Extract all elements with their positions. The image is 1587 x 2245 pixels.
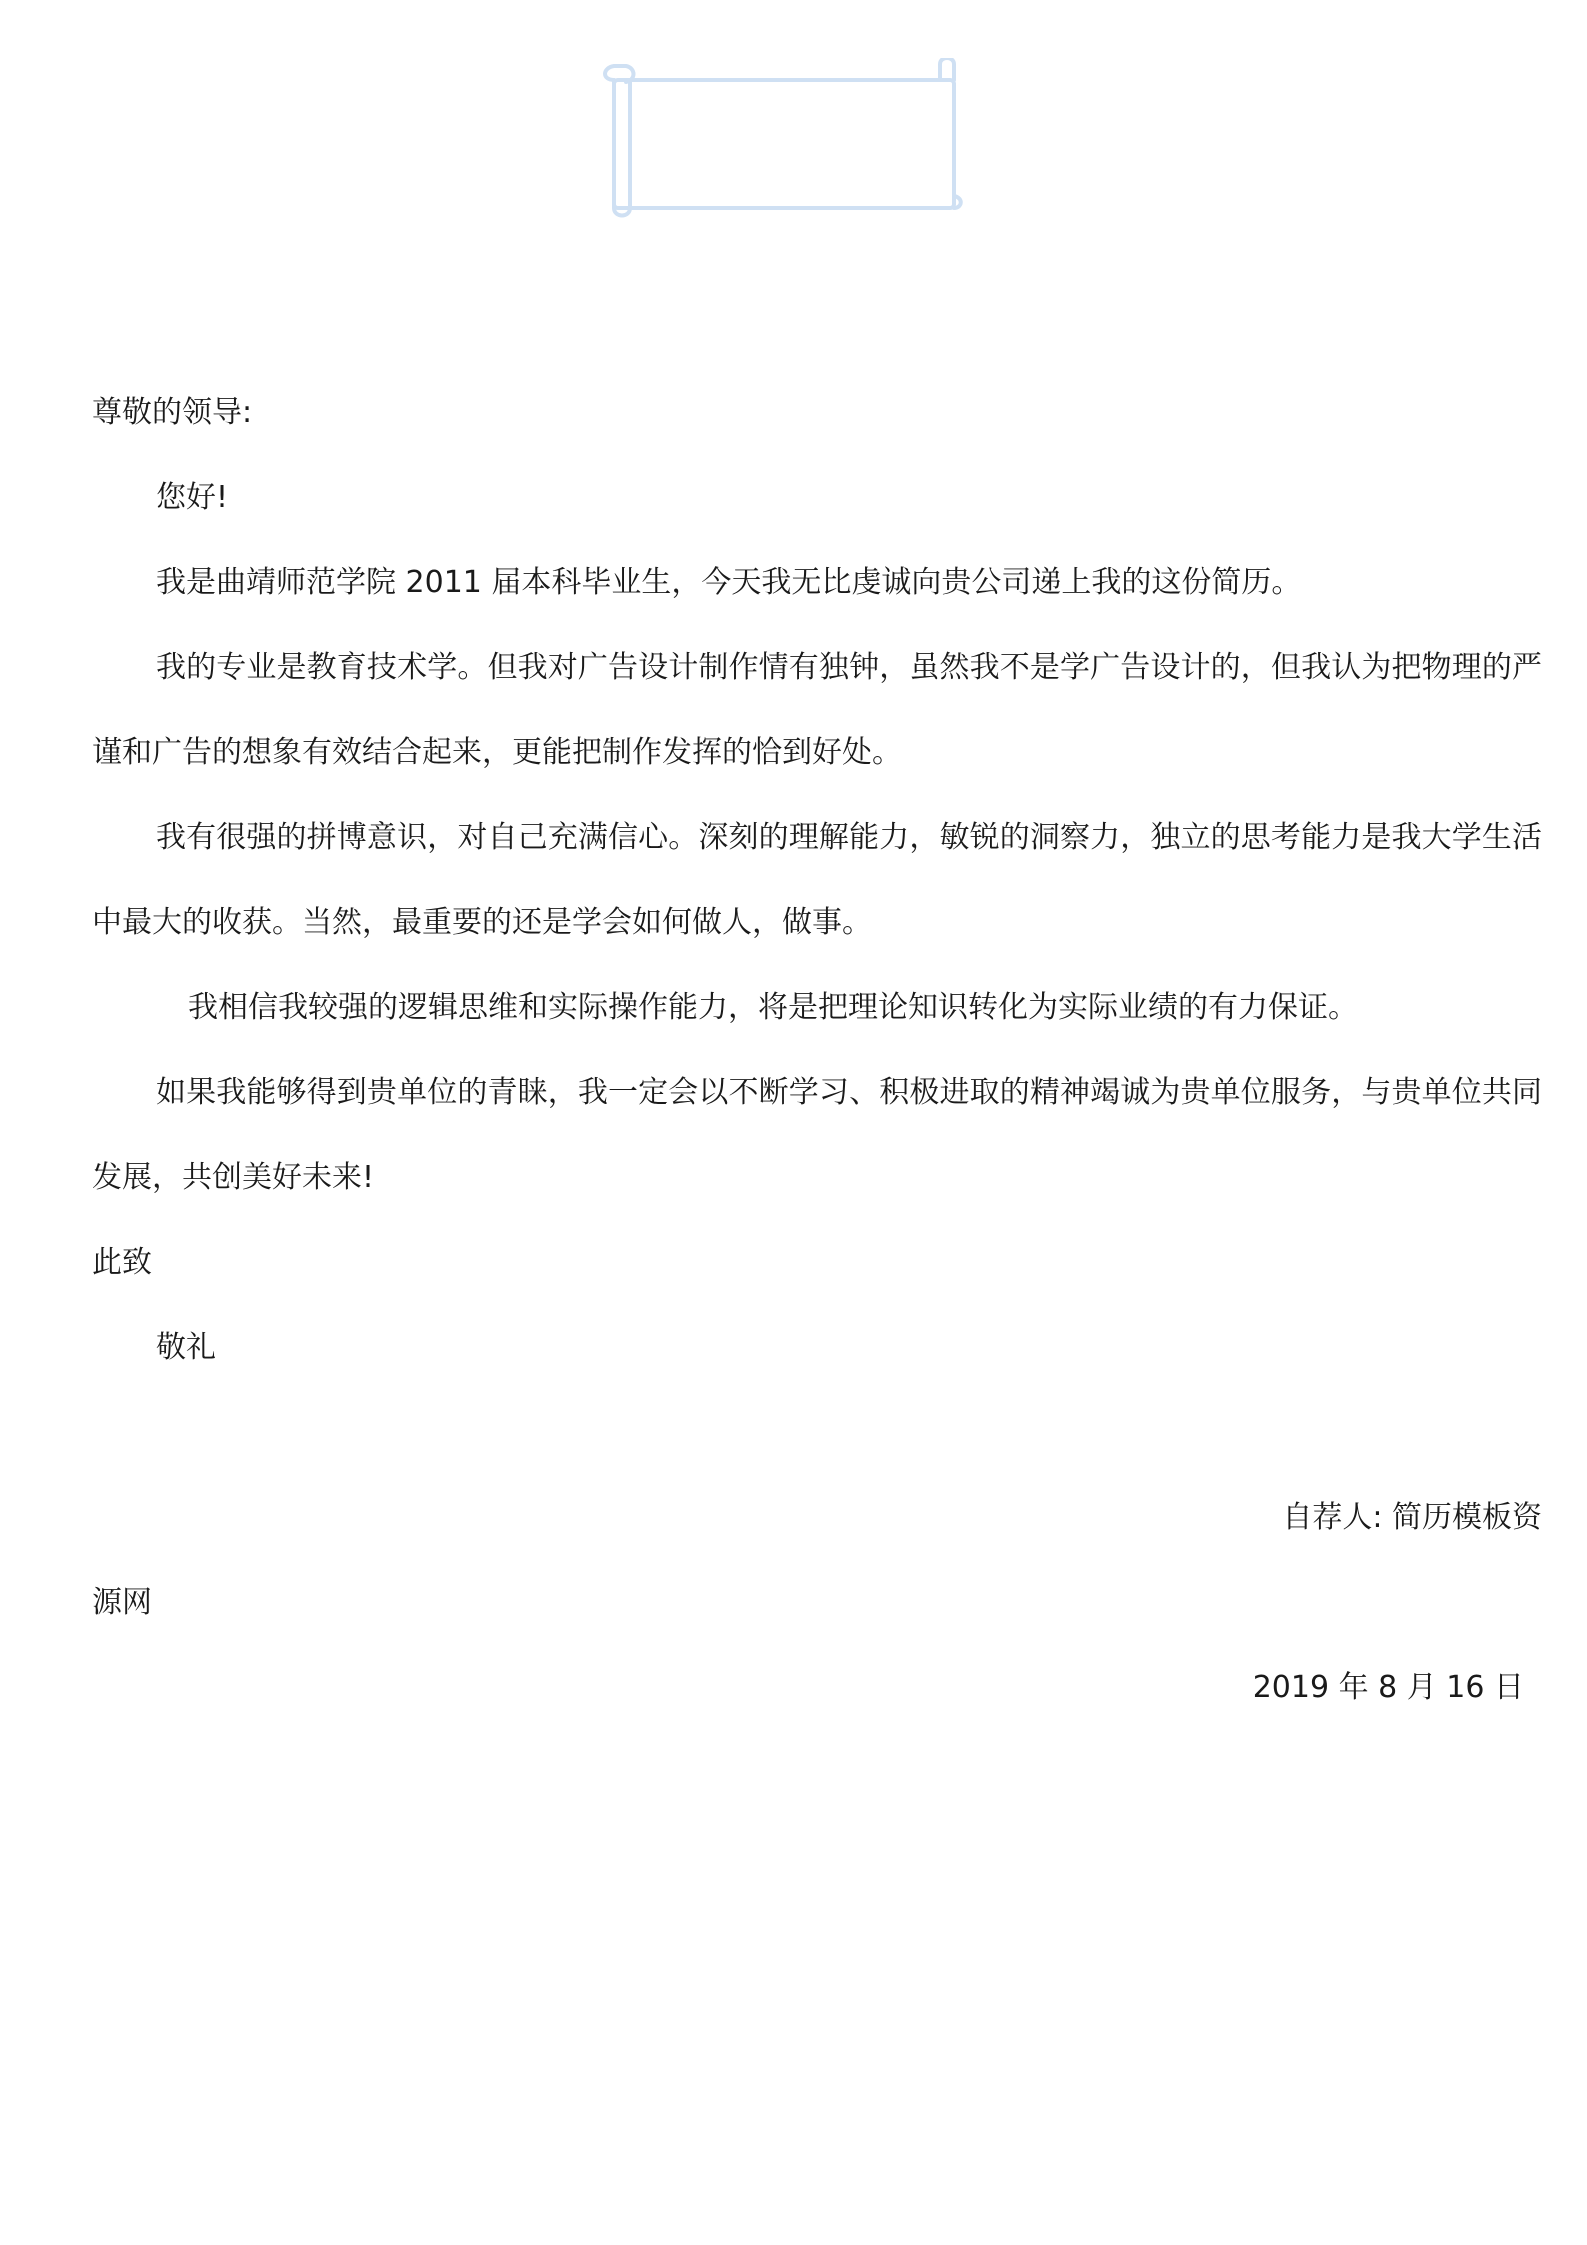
paragraph-major: 我的专业是教育技术学。但我对广告设计制作情有独钟，虽然我不是学广告设计的，但我认为把物理的严谨和广告的想象有效结合起来，更能把制作发挥的恰到好处。 [92, 650, 1542, 770]
paragraph-strengths: 我有很强的拼博意识，对自己充满信心。深刻的理解能力，敏锐的洞察力，独立的思考能力是我大学生活中最大的收获。当然，最重要的还是学会如何做人，做事。 [92, 820, 1542, 940]
closing-salute: 敬礼 [156, 1330, 216, 1365]
greeting: 您好! [156, 480, 229, 515]
signature-continuation: 源网 [92, 1585, 152, 1620]
paragraph-confidence: 我相信我较强的逻辑思维和实际操作能力，将是把理论知识转化为实际业绩的有力保证。 [188, 990, 1358, 1025]
salutation: 尊敬的领导: [92, 395, 253, 430]
signature-line: 自荐人: 简历模板资 [1282, 1500, 1542, 1535]
closing-regards: 此致 [92, 1245, 152, 1280]
paragraph-closing: 如果我能够得到贵单位的青睐，我一定会以不断学习、积极进取的精神竭诚为贵单位服务，与贵单位共同发展，共创美好未来! [92, 1075, 1542, 1195]
scroll-banner-icon [600, 58, 972, 228]
paragraph-intro: 我是曲靖师范学院 2011 届本科毕业生，今天我无比虔诚向贵公司递上我的这份简历。 [156, 565, 1302, 600]
cover-letter [92, 370, 1542, 1730]
letter-date: 2019 年 8 月 16 日 [1252, 1670, 1524, 1705]
